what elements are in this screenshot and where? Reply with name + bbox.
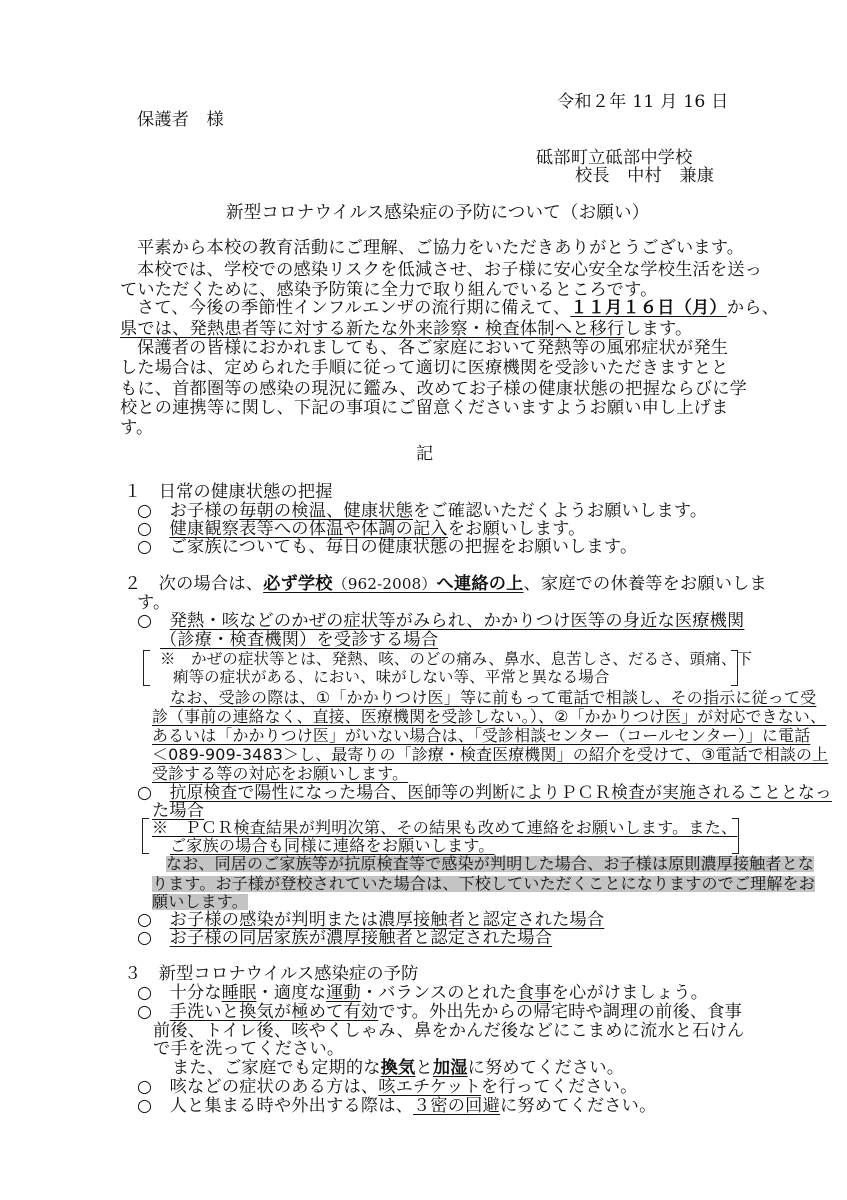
intro-line-3: ていただくために、感染予防策に全力で取り組んでいるところです。: [120, 280, 658, 300]
household-note-line-2: ります。お子様が登校されていた場合は、下校していただくことになりますのでご理解をお: [152, 874, 815, 893]
after-contact: へ連絡の上: [436, 574, 524, 594]
intro-line-4-tail: から、: [726, 298, 779, 318]
intro-line-6: 保護者の皆様におかれましても、各ご家庭において発熱等の風邪症状が発生: [137, 338, 729, 358]
section-3-item-3-lead: また、ご家庭でも定期的な: [172, 1058, 381, 1078]
case-3: [137, 912, 604, 929]
intro-line-9: 校との連携等に関し、下記の事項にご留意くださいますようお願い申し上げま: [120, 398, 729, 418]
section-3-item-3-sep: と: [415, 1058, 433, 1078]
note-2-bracket-left: [142, 818, 149, 854]
case-1: [137, 613, 744, 630]
section-1-heading: １ 日常の健康状態の把握: [124, 482, 333, 502]
section-1-item-2: [137, 521, 586, 538]
section-3-item-5: [137, 1098, 656, 1115]
section-1-item-1-lead: ○ お子様の: [137, 501, 240, 521]
section-2-heading-tail: 、家庭での休養等をお願いしま: [523, 574, 767, 594]
intro-line-7: した場合は、定められた手順に従って適切に医療機関を受診いただきますとと: [120, 358, 729, 378]
principal-name: 校長 中村 兼康: [575, 166, 715, 186]
section-3-item-1-sep-1: ・適度な: [256, 983, 327, 1003]
must-contact-school: 必ず学校: [263, 574, 333, 594]
section-3-item-4-lead: ○ 咳などの症状のある方は、: [137, 1077, 379, 1097]
section-3-item-2: [137, 1004, 742, 1021]
intro-line-4-text: さて、今後の季節性インフルエンザの流行期に備えて、: [137, 298, 571, 318]
section-3-heading: ３ 新型コロナウイルス感染症の予防: [124, 964, 419, 984]
date-highlight: １１月１６日（月）: [570, 298, 727, 318]
note-1-line-2: 痢等の症状がある、におい、味がしない等、平常と異なる場合: [173, 668, 610, 686]
section-3-item-4-tail: を行ってください。: [481, 1077, 638, 1097]
exercise-emphasis: 運動: [326, 983, 361, 1003]
document-title: 新型コロナウイルス感染症の予防について（お願い）: [226, 203, 650, 223]
procedure-line-2: 診（事前の連絡なく、直接、医療機関を受診しない。）、②「かかりつけ医」が対応できない、: [152, 707, 827, 726]
section-3-item-2-cont-1: 前後、トイレ後、咳やくしゃみ、鼻をかんだ後などにこまめに流水と石けん: [153, 1021, 745, 1041]
intro-line-10: す。: [120, 418, 154, 438]
section-3-item-5-tail: に努めてください。: [499, 1096, 657, 1116]
sleep-emphasis: 睡眠: [221, 983, 257, 1003]
note-1-bracket-left: [143, 650, 150, 686]
section-2-heading-end: す。: [137, 593, 171, 613]
diet-emphasis: 食事: [516, 983, 552, 1003]
section-1-item-2-emphasis: 健康観察表等への体温や体調の記入: [169, 519, 448, 539]
section-1-item-1-emphasis: 毎朝の検温、健康状態: [239, 501, 414, 521]
intro-line-8: もに、首都圏等の感染の現況に鑑み、改めてお子様の健康状態の把握ならびに学: [120, 379, 747, 399]
intro-line-5-tail: します。: [624, 319, 693, 339]
three-cs-emphasis: ３密の回避: [413, 1096, 500, 1116]
case-1-bullet: ○: [137, 611, 170, 631]
ki-marker: 記: [416, 444, 434, 464]
section-3-item-1-tail: を心がけましょう。: [551, 983, 709, 1003]
note-2-line-1: ※ ＰＣＲ検査結果が判明次第、その結果も改めて連絡をお願いします。また、: [152, 818, 738, 837]
section-1-item-2-tail: をお願いします。: [447, 519, 586, 539]
section-2-heading: [124, 576, 767, 593]
humidify-emphasis: 加湿: [432, 1058, 468, 1078]
case-4-text: お子様の同居家族が濃厚接触者と認定された場合: [169, 928, 553, 948]
section-3-item-2-cont-2: で手を洗ってください。: [153, 1039, 345, 1059]
case-1-text: 発熱・咳などのかぜの症状等がみられ、かかりつけ医等の身近な医療機関: [169, 611, 745, 631]
section-1-item-3: ○ ご家族についても、毎日の健康状態の把握をお願いします。: [137, 537, 638, 557]
section-3-item-1: [137, 985, 708, 1002]
case-4: [137, 930, 552, 947]
document-date: 令和２年 11 月 16 日: [557, 92, 729, 112]
school-phone: （962-2008）: [332, 575, 437, 593]
procedure-line-4: ＜089-909-3483＞し、最寄りの「診療・検査医療機関」の紹介を受けて、③電話で相談の上: [152, 745, 829, 764]
intro-line-4: [137, 300, 779, 317]
case-2: [137, 784, 832, 802]
case-4-bullet: ○: [137, 928, 170, 948]
ventilation-emphasis: 換気: [380, 1058, 416, 1078]
section-3-item-1-sep-2: ・バランスのとれた: [360, 983, 517, 1003]
cough-etiquette-emphasis: 咳エチケット: [378, 1077, 482, 1097]
intro-line-2: 本校では、学校での感染リスクを低減させ、お子様に安心安全な学校生活を送っ: [137, 260, 763, 280]
section-3-item-1-lead: ○ 十分な: [137, 983, 222, 1003]
intro-line-1: 平素から本校の教育活動にご理解、ご協力をいただきありがとうございます。: [137, 238, 745, 258]
note-1-line-1: ※ かぜの症状等とは、発熱、咳、のどの痛み、鼻水、息苦しさ、だるさ、頭痛、下: [160, 650, 753, 668]
case-3-bullet: ○: [137, 910, 170, 930]
case-2-bullet: ○: [137, 783, 170, 803]
household-note-line-1: なお、同居のご家族等が抗原検査等で感染が判明した場合、お子様は原則濃厚接触者とな: [166, 854, 815, 873]
procedure-line-1: なお、受診の際は、①「かかりつけ医」等に前もって電話で相談し、その指示に従って受: [170, 688, 817, 707]
section-2-heading-lead: ２ 次の場合は、: [124, 574, 264, 594]
section-1-item-1: [137, 503, 707, 520]
section-3-item-3: [172, 1060, 624, 1077]
section-1-item-1-tail: をご確認いただくようお願いします。: [413, 501, 708, 521]
case-1-cont: （診療・検査機関）を受診する場合: [160, 630, 439, 650]
procedure-line-3: あるいは「かかりつけ医」がいない場合は、「受診相談センター（コールセンター）」に電話: [152, 726, 811, 745]
section-3-item-5-lead: ○ 人と集まる時や外出する際は、: [137, 1096, 414, 1116]
section-3-item-2-tail: です。外出先からの帰宅時や調理の前後、食事: [378, 1002, 743, 1022]
note-2-line-2: ご家族の場合も同様に連絡をお願いします。: [170, 836, 495, 855]
recipient-line: 保護者 様: [137, 110, 224, 130]
case-2-text: 抗原検査で陽性になった場合、医師等の判断によりＰＣＲ検査が実施されることとなっ: [169, 782, 832, 802]
new-system-underline: 県では、発熱患者等に対する新たな外来診察・検査体制へと移行: [120, 319, 625, 339]
section-3-item-2-lead: ○: [137, 1002, 170, 1022]
intro-line-5: [120, 321, 692, 338]
procedure-line-5: 受診する等の対応をお願いします。: [152, 764, 409, 783]
household-note-line-3: 願いします。: [152, 892, 248, 911]
section-3-item-4: [137, 1079, 638, 1096]
case-2-cont: た場合: [152, 801, 205, 821]
section-3-item-3-tail: に努めてください。: [467, 1058, 625, 1078]
handwash-emphasis: 手洗いと換気が極めて有効: [169, 1002, 379, 1022]
case-3-text: お子様の感染が判明または濃厚接触者と認定された場合: [169, 910, 605, 930]
school-name: 砥部町立砥部中学校: [536, 148, 693, 168]
section-1-item-2-lead: ○: [137, 519, 170, 539]
